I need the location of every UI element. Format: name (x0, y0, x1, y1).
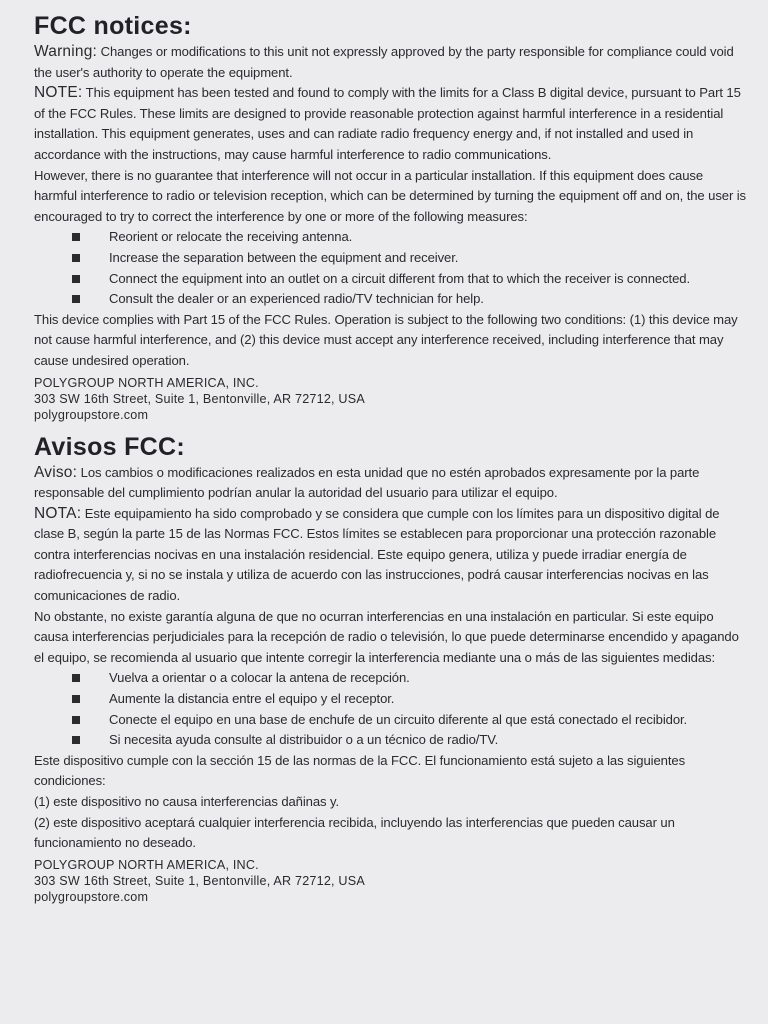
note-lead: NOTE: (34, 84, 83, 102)
fcc-notice-document (34, 12, 746, 905)
spanish-section (34, 433, 746, 905)
list-item (72, 269, 746, 290)
english-section (34, 12, 746, 423)
spanish-compliance-paragraph: Este dispositivo cumple con la sección 15 de las normas de la FCC. El funcionamiento está sujeto a las siguientes condiciones: (34, 752, 686, 789)
square-bullet-icon (72, 716, 80, 724)
english-heading: FCC notices: (34, 12, 192, 40)
english-note (34, 83, 746, 165)
square-bullet-icon (72, 736, 80, 744)
note-lead: NOTA: (34, 504, 82, 522)
list-item (72, 710, 746, 731)
list-item-text: Connect the equipment into an outlet on a circuit different from that to which the receiver is connected. (109, 270, 690, 286)
list-item (72, 730, 746, 751)
company-website: polygroupstore.com (34, 889, 149, 904)
square-bullet-icon (72, 275, 80, 283)
spanish-note (34, 504, 746, 607)
square-bullet-icon (72, 674, 80, 682)
company-address: 303 SW 16th Street, Suite 1, Bentonville, AR 72712, USA (34, 873, 365, 888)
company-name: POLYGROUP NORTH AMERICA, INC. (34, 375, 259, 390)
list-item (72, 689, 746, 710)
english-warning (34, 42, 746, 83)
spanish-condition-2: (2) este dispositivo aceptará cualquier interferencia recibida, incluyendo las interferencias que pueden causar un funcionamiento no deseado. (34, 814, 675, 851)
list-item-text: Conecte el equipo en una base de enchufe de un circuito diferente al que está conectado el recibidor. (109, 711, 688, 727)
company-name: POLYGROUP NORTH AMERICA, INC. (34, 857, 259, 872)
list-item (72, 248, 746, 269)
list-item-text: Consult the dealer or an experienced radio/TV technician for help. (109, 291, 484, 307)
spanish-condition-1: (1) este dispositivo no causa interferencias dañinas y. (34, 794, 340, 809)
square-bullet-icon (72, 233, 80, 241)
english-however-paragraph: However, there is no guarantee that interference will not occur in a particular installation. If this equipment does cause harmful interference to radio or television reception, which can be determined by turning the equipment off and on, the user is encouraged to try to correct the interference by one or more of the following measures: (34, 167, 747, 224)
english-measures-list (34, 227, 746, 309)
list-item (72, 289, 746, 310)
square-bullet-icon (72, 295, 80, 303)
spanish-company-info (34, 857, 746, 905)
spanish-warning (34, 463, 746, 504)
spanish-measures-list (34, 668, 746, 750)
warning-text: Los cambios o modificaciones realizados en esta unidad que no estén aprobados expresamente por la parte responsable del cumplimiento podrían anular la autoridad del usuario para utilizar el equipo. (34, 464, 700, 501)
warning-text: Changes or modifications to this unit not expressly approved by the party responsible for compliance could void the user's authority to operate the equipment. (34, 44, 734, 80)
list-item-text: Si necesita ayuda consulte al distribuidor o a un técnico de radio/TV. (109, 732, 499, 748)
list-item-text: Reorient or relocate the receiving antenna. (109, 229, 353, 245)
spanish-however-paragraph: No obstante, no existe garantía alguna de que no ocurran interferencias en una instalación en particular. Si este equipo causa interferencias perjudiciales para la recepción de radio o televisión, lo que puede determinarse encendido y apagando el equipo, se recomienda al usuario que intente corregir la interferencia mediante una o más de las siguientes medidas: (34, 608, 739, 665)
square-bullet-icon (72, 254, 80, 262)
english-compliance-paragraph: This device complies with Part 15 of the FCC Rules. Operation is subject to the following two conditions: (1) this device may not cause harmful interference, and (2) this device must accept any interference received, including interference that may cause undesired operation. (34, 311, 738, 368)
warning-lead: Aviso: (34, 463, 78, 481)
company-address: 303 SW 16th Street, Suite 1, Bentonville, AR 72712, USA (34, 391, 365, 406)
list-item-text: Increase the separation between the equipment and receiver. (109, 249, 459, 265)
english-company-info (34, 375, 746, 423)
square-bullet-icon (72, 695, 80, 703)
list-item (72, 227, 746, 248)
company-website: polygroupstore.com (34, 407, 149, 422)
spanish-heading: Avisos FCC: (34, 432, 186, 461)
note-text: Este equipamiento ha sido comprobado y se considera que cumple con los límites para un dispositivo digital de clase B, según la parte 15 de las Normas FCC. Estos límites se establecen para proporcionar una protección razonable contra interferencias nocivas en una instalación residencial. Este equipo genera, utiliza y puede irradiar energía de radiofrecuencia y, si no se instala y utiliza de acuerdo con las instrucciones, podrá causar interferencias nocivas en las comunicaciones de radio. (34, 505, 720, 604)
list-item-text: Vuelva a orientar o a colocar la antena de recepción. (109, 670, 410, 686)
list-item-text: Aumente la distancia entre el equipo y el receptor. (109, 691, 395, 707)
note-text: This equipment has been tested and found to comply with the limits for a Class B digital device, pursuant to Part 15 of the FCC Rules. These limits are designed to provide reasonable protection against harmful interference in a residential installation. This equipment generates, uses and can radiate radio frequency energy and, if not installed and used in accordance with the instructions, may cause harmful interference to radio communications. (34, 85, 741, 162)
warning-lead: Warning: (34, 43, 98, 60)
list-item (72, 668, 746, 689)
